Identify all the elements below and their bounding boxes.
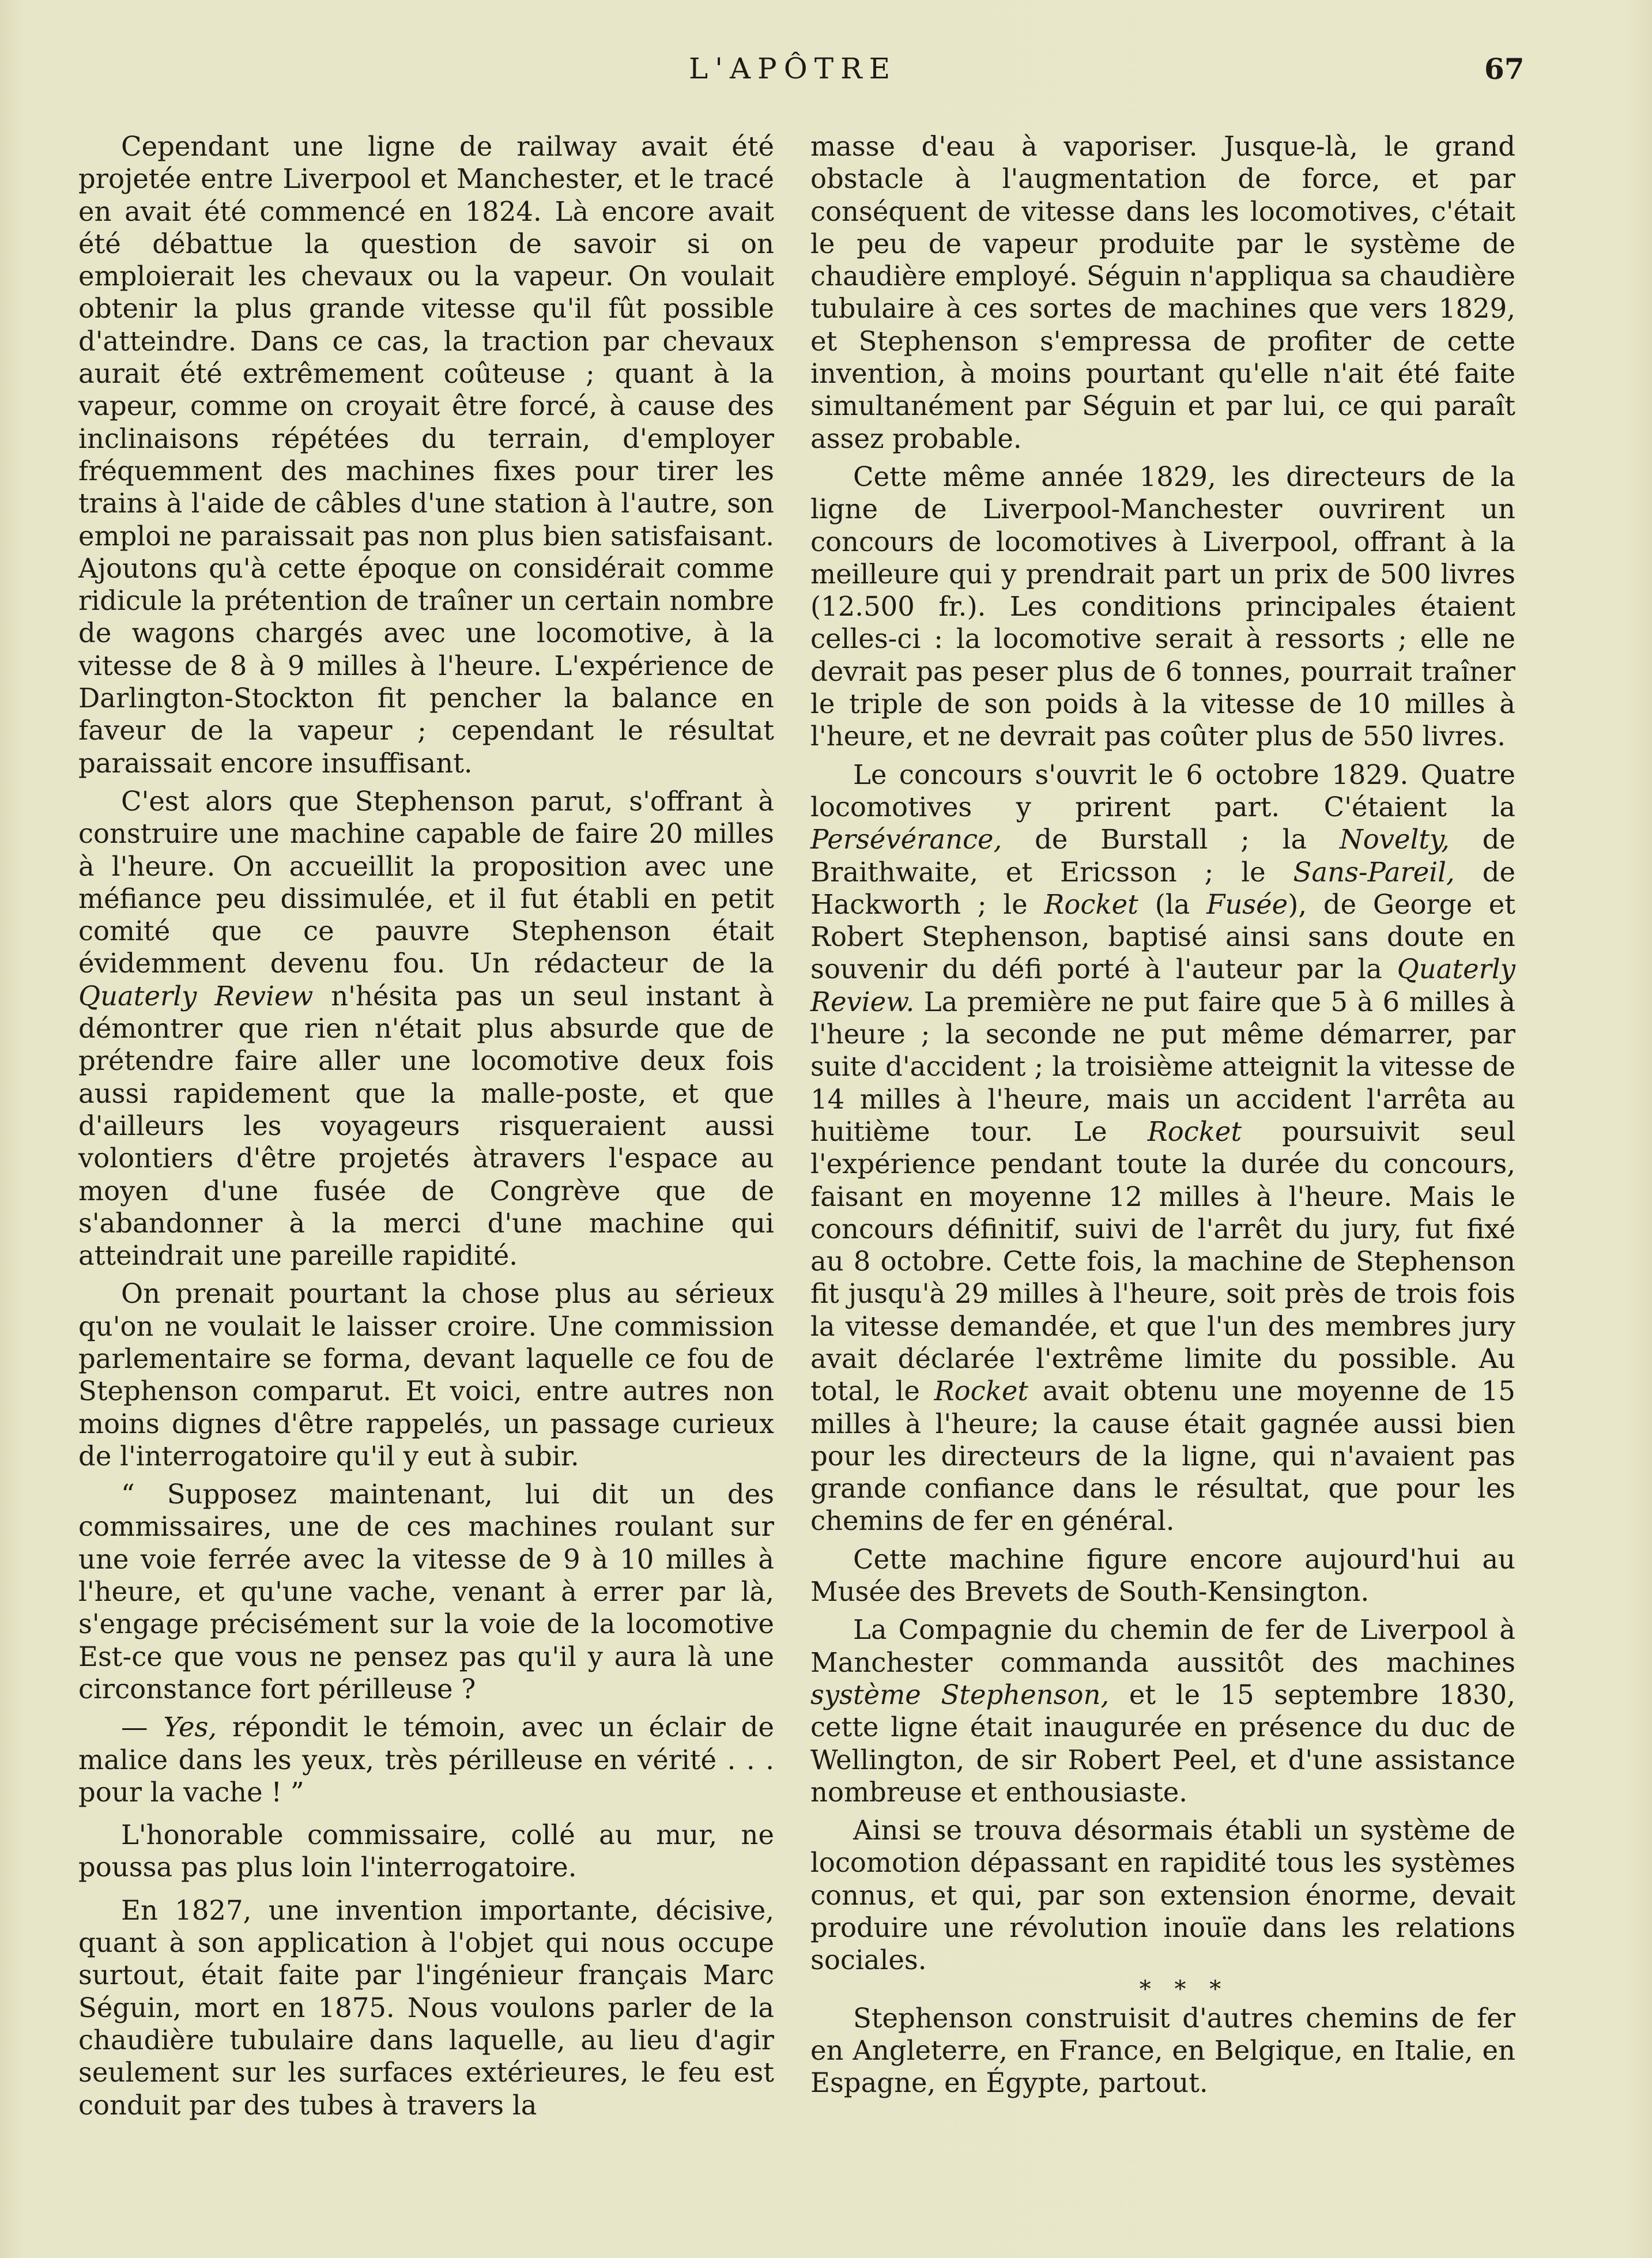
paragraph bbox=[810, 1814, 1515, 1976]
paragraph bbox=[810, 1543, 1515, 1608]
italic-name: Novelty, bbox=[1340, 824, 1450, 855]
paragraph-text: et le 15 septembre 1830, cette ligne était inaugurée en présence du duc de Wellington, de sir Robert Peel, et d'une assistance nombreuse et enthousiaste. bbox=[810, 1679, 1516, 1808]
paragraph-text: ), de George et Robert Stephenson, baptisé ainsi sans doute en souvenir du défi porté à l'auteur par la bbox=[810, 888, 1515, 985]
paragraph-text: On prenait pourtant la chose plus au sérieux qu'on ne voulait le laisser croire. Une commission parlementaire se forma, devant laquelle ce fou de Stephenson comparut. Et voici, entre autres non moins dignes d'être rappelés, un passage curieux de l'interrogatoire qu'il y eut à subir. bbox=[78, 1278, 774, 1472]
paragraph-text: En 1827, une invention importante, décisive, quant à son application à l'objet qui nous occupe surtout, était faite par l'ingénieur français Marc Séguin, mort en 1875. Nous voulons parler de la chaudière tubulaire dans laquelle, au lieu d'agir seulement sur les surfaces extérieures, le feu est conduit par des tubes à travers la bbox=[78, 1894, 774, 2121]
paragraph bbox=[78, 1277, 774, 1472]
paragraph-text: “ Supposez maintenant, lui dit un des commissaires, une de ces machines roulant sur une voie ferrée avec la vitesse de 9 à 10 milles à l'heure, et qu'une vache, venant à errer par là, s'engage précisément sur la voie de la locomotive Est-ce que vous ne pensez pas qu'il y aura là une circonstance fort périlleuse ? bbox=[78, 1479, 774, 1705]
italic-name: Persévérance, bbox=[810, 824, 1002, 855]
italic-name: Fusée bbox=[1206, 888, 1288, 920]
page-header bbox=[0, 52, 1652, 98]
paragraph bbox=[78, 785, 774, 1272]
paragraph-text: Cependant une ligne de railway avait été projetée entre Liverpool et Manchester, et le tracé en avait été commencé en 1824. Là encore avait été débattue la question de savoir si on emploierait les chevaux ou la vapeur. On voulait obtenir la plus grande vitesse qu'il fût possible d'atteindre. Dans ce cas, la traction par chevaux aurait été extrêmement coûteuse ; quant à la vapeur, comme on croyait être forcé, à cause des inclinaisons répétées du terrain, d'employer fréquemment des machines fixes pour tirer les trains à l'aide de câbles d'une station à l'autre, son emploi ne paraissait pas non plus bien satisfaisant. Ajoutons qu'à cette époque on considérait comme ridicule la prétention de traîner un certain nombre de wagons chargés avec une locomotive, à la vitesse de 8 à 9 milles à l'heure. L'expérience de Darlington-Stockton fit pencher la balance en faveur de la vapeur ; cependant le résultat paraissait encore insuffisant. bbox=[78, 131, 774, 779]
quote-reply bbox=[78, 1711, 774, 1808]
paragraph-text: de Burstall ; la bbox=[1002, 824, 1340, 855]
paragraph bbox=[810, 2002, 1515, 2099]
paragraph-text: Stephenson construisit d'autres chemins de fer en Angleterre, en France, en Belgique, en Italie, en Espagne, en Égypte, partout. bbox=[810, 2002, 1515, 2099]
paragraph bbox=[810, 461, 1515, 753]
section-break-asterism: * * * bbox=[1139, 1976, 1229, 2003]
italic-word: Yes, bbox=[163, 1712, 217, 1743]
paragraph-text: La Compagnie du chemin de fer de Liverpool à Manchester commanda aussitôt des machines bbox=[810, 1614, 1515, 1678]
paragraph-text: poursuivit seul l'expérience pendant toute la durée du concours, faisant en moyenne 12 milles à l'heure. Mais le concours définitif, suivi de l'arrêt du jury, fut fixé au 8 octobre. Cette fois, la machine de Stephenson fit jusqu'à 29 milles à l'heure, soit près de trois fois la vitesse demandée, et que l'un des membres jury avait déclarée l'extrême limite du possible. Au total, le bbox=[810, 1115, 1515, 1407]
italic-name: Rocket bbox=[1147, 1115, 1242, 1147]
paragraph-text: avait obtenu une moyenne de 15 milles à l'heure; la cause était gagnée aussi bien pour les directeurs de la ligne, qui n'avaient pas grande confiance dans le résultat, que pour les chemins de fer en général. bbox=[810, 1375, 1515, 1537]
paragraph-text: masse d'eau à vaporiser. Jusque-là, le grand obstacle à l'augmentation de force, et par conséquent de vitesse dans les locomotives, c'était le peu de vapeur produite par le système de chaudière employé. Séguin n'appliqua sa chaudière tubulaire à ces sortes de machines que vers 1829, et Stephenson s'empressa de profiter de cette invention, à moins pourtant qu'elle n'ait été faite simultanément par Séguin et par lui, ce qui paraît assez probable. bbox=[810, 131, 1515, 454]
paragraph-text: L'honorable commissaire, collé au mur, ne poussa pas plus loin l'interrogatoire. bbox=[78, 1819, 774, 1883]
paragraph-text: Cette machine figure encore aujourd'hui au Musée des Brevets de South-Kensington. bbox=[810, 1543, 1515, 1608]
page-number: 67 bbox=[1484, 52, 1525, 86]
paragraph-text: C'est alors que Stephenson parut, s'offrant à construire une machine capable de faire 20 milles à l'heure. On accueillit la proposition avec une méfiance peu dissimulée, et il fut établi en petit comité que ce pauvre Stephenson était évidemment devenu fou. Un rédacteur de la bbox=[78, 785, 774, 979]
paragraph-text: répondit le témoin, avec un éclair de malice dans les yeux, très périlleuse en vérité . . . pour la vache ! ” bbox=[78, 1712, 774, 1808]
paragraph-text: de Hackworth ; le bbox=[810, 856, 1515, 920]
paragraph bbox=[78, 1819, 774, 1884]
paragraph-text: Cette même année 1829, les directeurs de la ligne de Liverpool-Manchester ouvrirent un concours de locomotives à Liverpool, offrant à la meilleure qui y prendrait part un prix de 500 livres (12.500 fr.). Les conditions principales étaient celles-ci : la locomotive serait à ressorts ; elle ne devrait pas peser plus de 6 tonnes, pourrait traîner le triple de son poids à la vitesse de 10 milles à l'heure, et ne devrait pas coûter plus de 550 livres. bbox=[810, 461, 1515, 752]
running-title: L'APÔTRE bbox=[689, 52, 897, 85]
right-column bbox=[810, 130, 1515, 2099]
paragraph bbox=[78, 130, 774, 779]
paragraph-text: Le concours s'ouvrit le 6 octobre 1829. Quatre locomotives y prirent part. C'étaient la bbox=[810, 759, 1515, 823]
paragraph bbox=[810, 1614, 1515, 1808]
italic-name: Sans-Pareil, bbox=[1293, 856, 1455, 888]
italic-name: Rocket bbox=[934, 1375, 1029, 1407]
quote-paragraph bbox=[78, 1478, 774, 1705]
paragraph bbox=[810, 130, 1515, 455]
paragraph-text: Ainsi se trouva désormais établi un système de locomotion dépassant en rapidité tous les systèmes connus, et qui, par son extension énorme, devait produire une révolution inouïe dans les relations sociales. bbox=[810, 1815, 1515, 1976]
paragraph bbox=[78, 1894, 774, 2121]
paragraph-text: (la bbox=[1138, 888, 1207, 920]
paragraph-text: n'hésita pas un seul instant à démontrer que rien n'était plus absurde que de prétendre faire aller une locomotive deux fois aussi rapidement que la malle-poste, et que d'ailleurs les voyageurs risqueraient aussi volontiers d'être projetés àtravers l'espace au moyen d'une fusée de Congrève que de s'abandonner à la merci d'une machine qui atteindrait une pareille rapidité. bbox=[78, 980, 774, 1272]
italic-title: Quaterly Review bbox=[78, 980, 314, 1012]
paragraph-text: La première ne put faire que 5 à 6 milles à l'heure ; la seconde ne put même démarrer, par suite d'accident ; la troisième atteignit la vitesse de 14 milles à l'heure, mais un accident l'arrêta au huitième tour. Le bbox=[810, 986, 1515, 1147]
left-column bbox=[78, 130, 774, 2121]
paragraph bbox=[810, 759, 1515, 1537]
italic-name: Rocket bbox=[1044, 888, 1138, 920]
dash: — bbox=[121, 1712, 164, 1743]
italic-name: Quaterly Review. bbox=[810, 953, 1515, 1017]
italic-phrase: système Stephenson, bbox=[810, 1679, 1110, 1710]
paragraph-text: de Braithwaite, et Ericsson ; le bbox=[810, 824, 1515, 888]
